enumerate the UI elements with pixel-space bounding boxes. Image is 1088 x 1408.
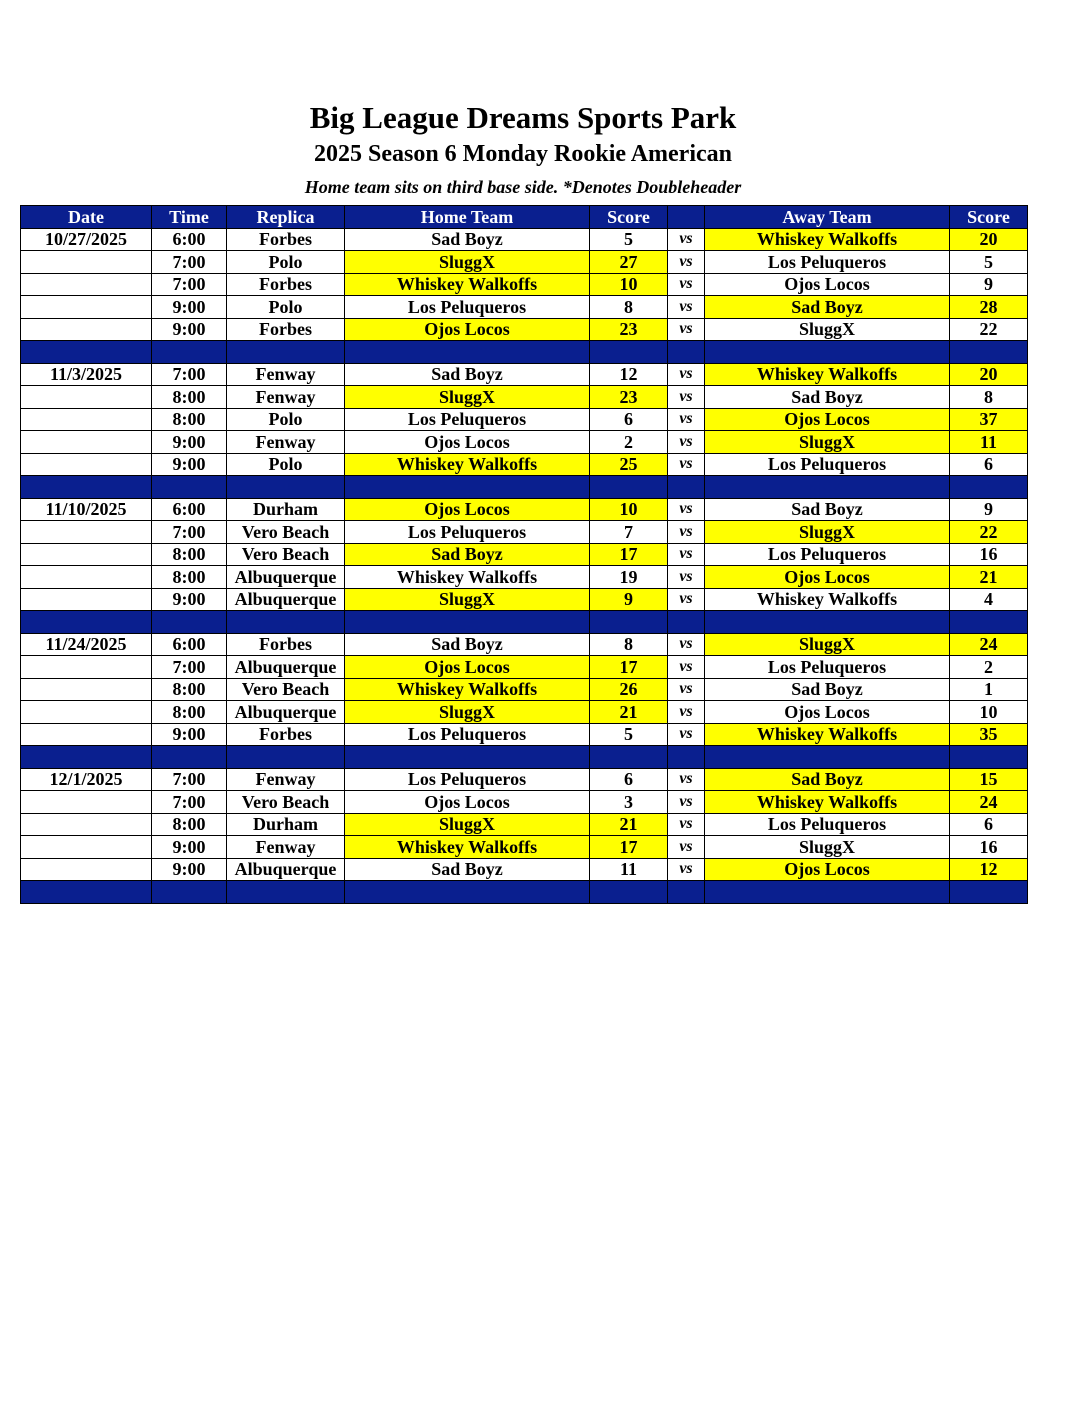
home-team-cell: SluggX: [345, 813, 590, 836]
home-team-cell: Ojos Locos: [345, 318, 590, 341]
date-cell: [21, 588, 152, 611]
away-team-cell: Whiskey Walkoffs: [705, 723, 950, 746]
home-score-cell: 25: [590, 453, 668, 476]
time-cell: 9:00: [152, 431, 227, 454]
vs-cell: vs: [668, 701, 705, 724]
week-separator-row: [21, 611, 1028, 634]
home-team-cell: Los Peluqueros: [345, 408, 590, 431]
away-team-cell: SluggX: [705, 633, 950, 656]
column-header-away-score: Score: [950, 206, 1028, 229]
away-score-cell: 10: [950, 701, 1028, 724]
time-cell: 9:00: [152, 588, 227, 611]
separator-cell: [345, 341, 590, 364]
vs-cell: vs: [668, 453, 705, 476]
away-score-cell: 5: [950, 251, 1028, 274]
table-row: [21, 453, 1028, 476]
table-row: [21, 296, 1028, 319]
table-row: [21, 678, 1028, 701]
time-cell: 7:00: [152, 791, 227, 814]
date-cell: 11/24/2025: [21, 633, 152, 656]
time-cell: 8:00: [152, 701, 227, 724]
table-row: [21, 543, 1028, 566]
time-cell: 7:00: [152, 273, 227, 296]
date-cell: [21, 521, 152, 544]
replica-cell: Vero Beach: [227, 521, 345, 544]
vs-cell: vs: [668, 836, 705, 859]
date-cell: [21, 566, 152, 589]
home-team-cell: Los Peluqueros: [345, 723, 590, 746]
away-team-cell: SluggX: [705, 431, 950, 454]
time-cell: 7:00: [152, 363, 227, 386]
away-team-cell: Ojos Locos: [705, 701, 950, 724]
date-cell: [21, 791, 152, 814]
home-team-cell: Los Peluqueros: [345, 768, 590, 791]
table-row: [21, 251, 1028, 274]
vs-cell: vs: [668, 633, 705, 656]
time-cell: 9:00: [152, 858, 227, 881]
separator-cell: [590, 341, 668, 364]
away-score-cell: 22: [950, 318, 1028, 341]
separator-cell: [21, 341, 152, 364]
away-score-cell: 28: [950, 296, 1028, 319]
date-cell: [21, 273, 152, 296]
table-row: [21, 836, 1028, 859]
table-row: [21, 273, 1028, 296]
home-score-cell: 8: [590, 633, 668, 656]
table-row: [21, 768, 1028, 791]
separator-cell: [950, 746, 1028, 769]
replica-cell: Vero Beach: [227, 543, 345, 566]
time-cell: 9:00: [152, 453, 227, 476]
vs-cell: vs: [668, 588, 705, 611]
date-cell: [21, 296, 152, 319]
vs-cell: vs: [668, 408, 705, 431]
separator-cell: [152, 746, 227, 769]
away-team-cell: Sad Boyz: [705, 498, 950, 521]
away-score-cell: 22: [950, 521, 1028, 544]
away-team-cell: Los Peluqueros: [705, 453, 950, 476]
time-cell: 7:00: [152, 521, 227, 544]
week-separator-row: [21, 476, 1028, 499]
home-team-cell: Ojos Locos: [345, 431, 590, 454]
page-title: Big League Dreams Sports Park: [309, 100, 737, 135]
away-team-cell: Los Peluqueros: [705, 813, 950, 836]
separator-cell: [21, 881, 152, 904]
replica-cell: Vero Beach: [227, 791, 345, 814]
vs-cell: vs: [668, 858, 705, 881]
home-score-cell: 21: [590, 813, 668, 836]
separator-cell: [668, 746, 705, 769]
home-team-cell: SluggX: [345, 588, 590, 611]
vs-cell: vs: [668, 318, 705, 341]
vs-cell: vs: [668, 386, 705, 409]
home-score-cell: 2: [590, 431, 668, 454]
away-team-cell: Los Peluqueros: [705, 656, 950, 679]
replica-cell: Fenway: [227, 768, 345, 791]
time-cell: 7:00: [152, 768, 227, 791]
away-score-cell: 6: [950, 453, 1028, 476]
schedule-table: [20, 205, 1028, 904]
away-score-cell: 21: [950, 566, 1028, 589]
separator-cell: [345, 746, 590, 769]
away-team-cell: Whiskey Walkoffs: [705, 791, 950, 814]
separator-cell: [227, 746, 345, 769]
home-team-cell: Ojos Locos: [345, 791, 590, 814]
home-team-cell: SluggX: [345, 251, 590, 274]
home-score-cell: 17: [590, 836, 668, 859]
week-separator-row: [21, 341, 1028, 364]
away-team-cell: Sad Boyz: [705, 296, 950, 319]
time-cell: 6:00: [152, 633, 227, 656]
table-row: [21, 633, 1028, 656]
vs-cell: vs: [668, 656, 705, 679]
replica-cell: Polo: [227, 453, 345, 476]
date-cell: [21, 318, 152, 341]
home-score-cell: 5: [590, 228, 668, 251]
away-team-cell: Sad Boyz: [705, 386, 950, 409]
table-row: [21, 723, 1028, 746]
replica-cell: Albuquerque: [227, 588, 345, 611]
home-score-cell: 9: [590, 588, 668, 611]
replica-cell: Albuquerque: [227, 701, 345, 724]
date-cell: [21, 836, 152, 859]
vs-cell: vs: [668, 521, 705, 544]
replica-cell: Forbes: [227, 723, 345, 746]
away-score-cell: 15: [950, 768, 1028, 791]
home-team-cell: Sad Boyz: [345, 858, 590, 881]
home-score-cell: 10: [590, 498, 668, 521]
vs-cell: vs: [668, 296, 705, 319]
away-team-cell: Ojos Locos: [705, 408, 950, 431]
vs-cell: vs: [668, 363, 705, 386]
time-cell: 7:00: [152, 251, 227, 274]
time-cell: 6:00: [152, 498, 227, 521]
table-row: [21, 498, 1028, 521]
replica-cell: Fenway: [227, 386, 345, 409]
date-cell: [21, 386, 152, 409]
replica-cell: Durham: [227, 498, 345, 521]
away-team-cell: Los Peluqueros: [705, 251, 950, 274]
home-score-cell: 26: [590, 678, 668, 701]
home-team-cell: Los Peluqueros: [345, 296, 590, 319]
separator-cell: [227, 881, 345, 904]
away-team-cell: Whiskey Walkoffs: [705, 588, 950, 611]
away-team-cell: SluggX: [705, 836, 950, 859]
separator-cell: [345, 611, 590, 634]
home-score-cell: 11: [590, 858, 668, 881]
home-score-cell: 12: [590, 363, 668, 386]
home-team-cell: Whiskey Walkoffs: [345, 566, 590, 589]
away-score-cell: 24: [950, 633, 1028, 656]
away-score-cell: 2: [950, 656, 1028, 679]
away-score-cell: 35: [950, 723, 1028, 746]
table-row: [21, 521, 1028, 544]
replica-cell: Polo: [227, 251, 345, 274]
home-score-cell: 3: [590, 791, 668, 814]
home-team-cell: Sad Boyz: [345, 228, 590, 251]
time-cell: 9:00: [152, 296, 227, 319]
vs-cell: vs: [668, 498, 705, 521]
vs-cell: vs: [668, 678, 705, 701]
away-score-cell: 8: [950, 386, 1028, 409]
away-team-cell: SluggX: [705, 318, 950, 341]
column-header-vs: [668, 206, 705, 229]
table-header-row: [21, 206, 1028, 229]
date-cell: 11/10/2025: [21, 498, 152, 521]
replica-cell: Fenway: [227, 431, 345, 454]
away-score-cell: 11: [950, 431, 1028, 454]
date-cell: 12/1/2025: [21, 768, 152, 791]
home-team-cell: Sad Boyz: [345, 633, 590, 656]
home-team-cell: Ojos Locos: [345, 498, 590, 521]
table-row: [21, 566, 1028, 589]
time-cell: 9:00: [152, 723, 227, 746]
separator-cell: [668, 341, 705, 364]
separator-cell: [950, 611, 1028, 634]
home-team-cell: Ojos Locos: [345, 656, 590, 679]
away-score-cell: 6: [950, 813, 1028, 836]
away-team-cell: Sad Boyz: [705, 768, 950, 791]
separator-cell: [345, 881, 590, 904]
separator-cell: [705, 341, 950, 364]
separator-cell: [590, 476, 668, 499]
away-score-cell: 4: [950, 588, 1028, 611]
column-header-time: Time: [152, 206, 227, 229]
time-cell: 9:00: [152, 318, 227, 341]
table-row: [21, 858, 1028, 881]
separator-cell: [345, 476, 590, 499]
date-cell: 11/3/2025: [21, 363, 152, 386]
separator-cell: [227, 611, 345, 634]
home-score-cell: 23: [590, 386, 668, 409]
home-team-cell: Whiskey Walkoffs: [345, 678, 590, 701]
week-separator-row: [21, 746, 1028, 769]
table-row: [21, 318, 1028, 341]
table-row: [21, 431, 1028, 454]
away-team-cell: Ojos Locos: [705, 858, 950, 881]
separator-cell: [668, 611, 705, 634]
separator-cell: [590, 881, 668, 904]
separator-cell: [705, 611, 950, 634]
away-score-cell: 16: [950, 543, 1028, 566]
replica-cell: Forbes: [227, 228, 345, 251]
away-team-cell: Ojos Locos: [705, 273, 950, 296]
home-team-cell: SluggX: [345, 701, 590, 724]
replica-cell: Forbes: [227, 633, 345, 656]
home-team-cell: Whiskey Walkoffs: [345, 453, 590, 476]
home-score-cell: 7: [590, 521, 668, 544]
away-team-cell: Whiskey Walkoffs: [705, 228, 950, 251]
away-score-cell: 24: [950, 791, 1028, 814]
replica-cell: Forbes: [227, 273, 345, 296]
time-cell: 8:00: [152, 813, 227, 836]
replica-cell: Fenway: [227, 363, 345, 386]
separator-cell: [152, 611, 227, 634]
separator-cell: [21, 746, 152, 769]
separator-cell: [21, 611, 152, 634]
vs-cell: vs: [668, 566, 705, 589]
table-row: [21, 588, 1028, 611]
separator-cell: [590, 611, 668, 634]
replica-cell: Albuquerque: [227, 656, 345, 679]
home-score-cell: 23: [590, 318, 668, 341]
vs-cell: vs: [668, 791, 705, 814]
table-row: [21, 701, 1028, 724]
separator-cell: [227, 341, 345, 364]
separator-cell: [950, 341, 1028, 364]
date-cell: [21, 453, 152, 476]
separator-cell: [705, 476, 950, 499]
page-subtitle: 2025 Season 6 Monday Rookie American: [313, 141, 732, 167]
replica-cell: Fenway: [227, 836, 345, 859]
replica-cell: Vero Beach: [227, 678, 345, 701]
table-row: [21, 363, 1028, 386]
table-row: [21, 656, 1028, 679]
away-team-cell: Sad Boyz: [705, 678, 950, 701]
vs-cell: vs: [668, 431, 705, 454]
replica-cell: Albuquerque: [227, 566, 345, 589]
separator-cell: [152, 476, 227, 499]
date-cell: [21, 251, 152, 274]
home-score-cell: 21: [590, 701, 668, 724]
home-team-cell: Whiskey Walkoffs: [345, 273, 590, 296]
page-note: Home team sits on third base side. *Denotes Doubleheader: [304, 177, 742, 197]
date-cell: [21, 543, 152, 566]
home-team-cell: SluggX: [345, 386, 590, 409]
separator-cell: [950, 476, 1028, 499]
away-score-cell: 37: [950, 408, 1028, 431]
away-score-cell: 9: [950, 498, 1028, 521]
table-row: [21, 386, 1028, 409]
time-cell: 8:00: [152, 566, 227, 589]
home-team-cell: Sad Boyz: [345, 363, 590, 386]
table-row: [21, 228, 1028, 251]
home-score-cell: 17: [590, 656, 668, 679]
date-cell: [21, 723, 152, 746]
home-team-cell: Sad Boyz: [345, 543, 590, 566]
table-row: [21, 791, 1028, 814]
away-score-cell: 1: [950, 678, 1028, 701]
column-header-home-score: Score: [590, 206, 668, 229]
column-header-away-team: Away Team: [705, 206, 950, 229]
date-cell: [21, 701, 152, 724]
vs-cell: vs: [668, 813, 705, 836]
date-cell: [21, 678, 152, 701]
replica-cell: Polo: [227, 296, 345, 319]
date-cell: [21, 656, 152, 679]
home-score-cell: 27: [590, 251, 668, 274]
separator-cell: [705, 746, 950, 769]
separator-cell: [668, 476, 705, 499]
separator-cell: [152, 341, 227, 364]
table-row: [21, 813, 1028, 836]
away-score-cell: 12: [950, 858, 1028, 881]
home-score-cell: 5: [590, 723, 668, 746]
vs-cell: vs: [668, 228, 705, 251]
time-cell: 9:00: [152, 836, 227, 859]
away-score-cell: 20: [950, 228, 1028, 251]
time-cell: 7:00: [152, 656, 227, 679]
replica-cell: Durham: [227, 813, 345, 836]
vs-cell: vs: [668, 251, 705, 274]
away-team-cell: Los Peluqueros: [705, 543, 950, 566]
away-team-cell: SluggX: [705, 521, 950, 544]
vs-cell: vs: [668, 723, 705, 746]
separator-cell: [21, 476, 152, 499]
away-team-cell: Whiskey Walkoffs: [705, 363, 950, 386]
column-header-date: Date: [21, 206, 152, 229]
time-cell: 8:00: [152, 408, 227, 431]
schedule-body: [21, 228, 1028, 903]
table-row: [21, 408, 1028, 431]
replica-cell: Polo: [227, 408, 345, 431]
separator-cell: [227, 476, 345, 499]
column-header-replica: Replica: [227, 206, 345, 229]
away-score-cell: 9: [950, 273, 1028, 296]
home-score-cell: 17: [590, 543, 668, 566]
date-cell: [21, 408, 152, 431]
away-score-cell: 16: [950, 836, 1028, 859]
time-cell: 6:00: [152, 228, 227, 251]
date-cell: 10/27/2025: [21, 228, 152, 251]
vs-cell: vs: [668, 543, 705, 566]
replica-cell: Albuquerque: [227, 858, 345, 881]
home-score-cell: 6: [590, 768, 668, 791]
separator-cell: [668, 881, 705, 904]
week-separator-row: [21, 881, 1028, 904]
away-team-cell: Ojos Locos: [705, 566, 950, 589]
replica-cell: Forbes: [227, 318, 345, 341]
time-cell: 8:00: [152, 543, 227, 566]
home-team-cell: Los Peluqueros: [345, 521, 590, 544]
home-score-cell: 19: [590, 566, 668, 589]
separator-cell: [950, 881, 1028, 904]
home-team-cell: Whiskey Walkoffs: [345, 836, 590, 859]
away-score-cell: 20: [950, 363, 1028, 386]
time-cell: 8:00: [152, 678, 227, 701]
vs-cell: vs: [668, 273, 705, 296]
vs-cell: vs: [668, 768, 705, 791]
column-header-home-team: Home Team: [345, 206, 590, 229]
home-score-cell: 8: [590, 296, 668, 319]
home-score-cell: 6: [590, 408, 668, 431]
separator-cell: [152, 881, 227, 904]
time-cell: 8:00: [152, 386, 227, 409]
date-cell: [21, 813, 152, 836]
separator-cell: [590, 746, 668, 769]
date-cell: [21, 858, 152, 881]
separator-cell: [705, 881, 950, 904]
home-score-cell: 10: [590, 273, 668, 296]
date-cell: [21, 431, 152, 454]
